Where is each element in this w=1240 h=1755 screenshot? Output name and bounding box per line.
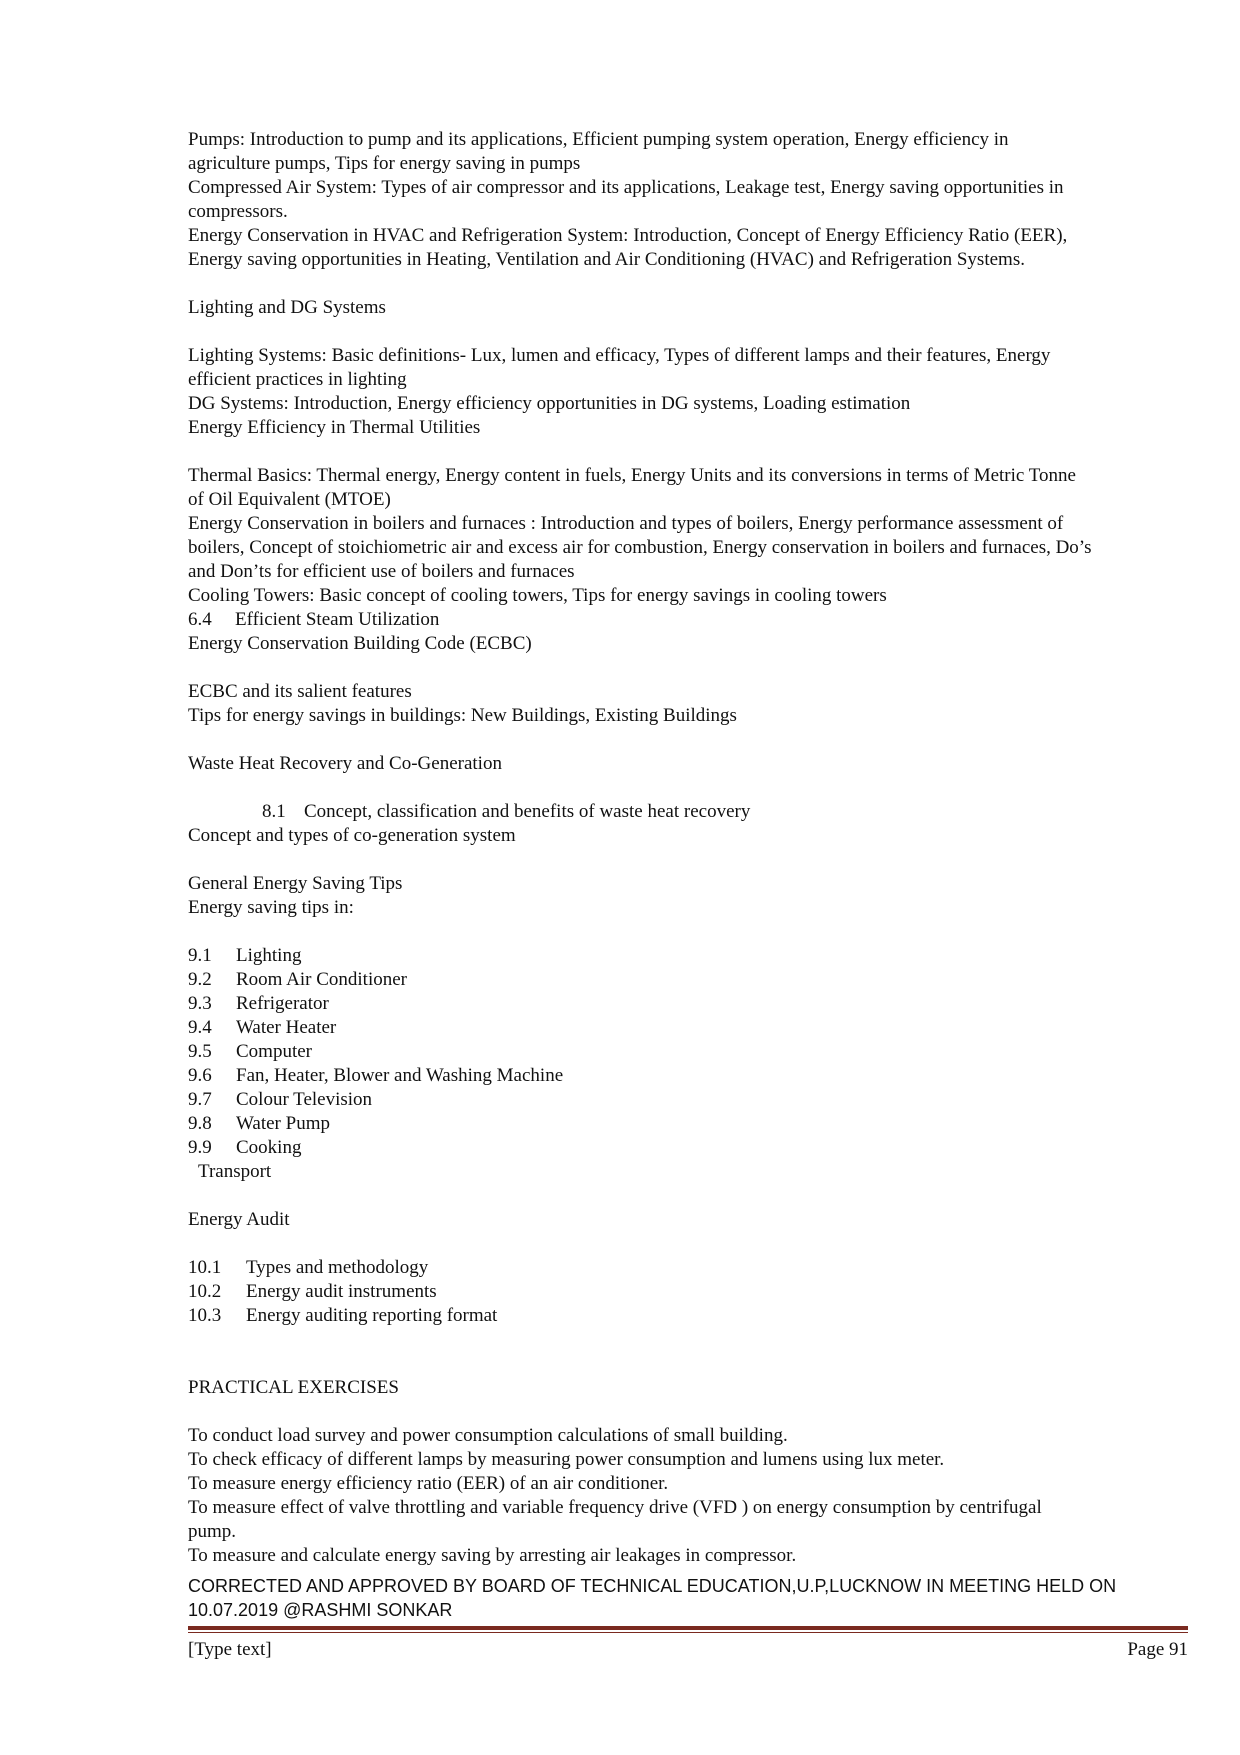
practical-line-5: To measure and calculate energy saving by arresting air leakages in compressor. (188, 1545, 797, 1566)
list-item-text: Water Heater (236, 1017, 337, 1038)
whr-text: Concept, classification and benefits of waste heat recovery (304, 801, 751, 822)
lighting-line-2: efficient practices in lighting (188, 369, 407, 390)
list-item-number: 9.7 (188, 1089, 212, 1110)
ecbc-line-1: ECBC and its salient features (188, 681, 412, 702)
practical-line-4b: pump. (188, 1521, 237, 1542)
list-item-number: 9.8 (188, 1113, 212, 1134)
list-item-text: Colour Television (236, 1089, 373, 1110)
practical-line-4a: To measure effect of valve throttling and variable frequency drive (VFD ) on energy consumption by centrifugal (188, 1497, 1042, 1518)
steam-number: 6.4 (188, 609, 212, 630)
compressed-air-line-1: Compressed Air System: Types of air compressor and its applications, Leakage test, Energy saving opportunities in (188, 177, 1064, 198)
boilers-line-1: Energy Conservation in boilers and furnaces : Introduction and types of boilers, Energy performance assessment of (188, 513, 1064, 534)
page-number: Page 91 (1127, 1639, 1188, 1660)
list-item-number: 10.3 (188, 1305, 222, 1326)
approval-line-2: 10.07.2019 @RASHMI SONKAR (188, 1600, 453, 1620)
list-item (188, 944, 1188, 968)
list-item (188, 1016, 1188, 1040)
steam-item (188, 608, 1188, 632)
thermal-line-1: Thermal Basics: Thermal energy, Energy content in fuels, Energy Units and its conversions in terms of Metric Tonne (188, 465, 1076, 486)
dg-line-1: DG Systems: Introduction, Energy efficiency opportunities in DG systems, Loading estimation (188, 393, 911, 414)
list-item (188, 1256, 1188, 1280)
steam-text: Efficient Steam Utilization (235, 609, 440, 630)
list-item-text: Cooking (236, 1137, 302, 1158)
ecbc-heading: Energy Conservation Building Code (ECBC) (188, 633, 532, 654)
list-item (188, 968, 1188, 992)
whr-heading: Waste Heat Recovery and Co-Generation (188, 753, 502, 774)
list-item-text: Fan, Heater, Blower and Washing Machine (236, 1065, 564, 1086)
boilers-line-3: and Don’ts for efficient use of boilers and furnaces (188, 561, 575, 582)
list-item-number: 9.4 (188, 1017, 212, 1038)
list-item (188, 992, 1188, 1016)
approval-line-1: CORRECTED AND APPROVED BY BOARD OF TECHNICAL EDUCATION,U.P,LUCKNOW IN MEETING HELD ON (188, 1576, 1117, 1596)
list-item (188, 1136, 1188, 1160)
list-item (188, 1304, 1188, 1328)
list-item (188, 1112, 1188, 1136)
list-item-number: 9.5 (188, 1041, 212, 1062)
lighting-line-1: Lighting Systems: Basic definitions- Lux, lumen and efficacy, Types of different lamps and their features, Energy (188, 345, 1051, 366)
boilers-line-2: boilers, Concept of stoichiometric air and excess air for combustion, Energy conservation in boilers and furnaces, Do’s (188, 537, 1092, 558)
list-item-number: 9.6 (188, 1065, 212, 1086)
list-item (188, 1064, 1188, 1088)
list-item-text: Refrigerator (236, 993, 329, 1014)
practical-line-3: To measure energy efficiency ratio (EER) of an air conditioner. (188, 1473, 669, 1494)
thermal-heading: Energy Efficiency in Thermal Utilities (188, 417, 481, 438)
list-item-number: 9.1 (188, 945, 212, 966)
pumps-line-1: Pumps: Introduction to pump and its applications, Efficient pumping system operation, Energy efficiency in (188, 129, 1009, 150)
audit-heading: Energy Audit (188, 1209, 290, 1230)
footer-rule-thin (188, 1632, 1188, 1633)
list-item (188, 1040, 1188, 1064)
hvac-line-1: Energy Conservation in HVAC and Refrigeration System: Introduction, Concept of Energy Efficiency Ratio (EER), (188, 225, 1068, 246)
list-item-text: Water Pump (236, 1113, 330, 1134)
list-item-text: Energy auditing reporting format (246, 1305, 498, 1326)
page-body (188, 128, 1188, 1568)
compressed-air-line-2: compressors. (188, 201, 288, 222)
approval-note (188, 1574, 1188, 1622)
pumps-line-2: agriculture pumps, Tips for energy saving in pumps (188, 153, 581, 174)
list-item-number: 9.2 (188, 969, 212, 990)
tips-heading: General Energy Saving Tips (188, 873, 403, 894)
thermal-line-2: of Oil Equivalent (MTOE) (188, 489, 391, 510)
tips-list (188, 944, 1188, 1160)
footer-rule-thick (188, 1626, 1188, 1630)
ecbc-line-2: Tips for energy savings in buildings: New Buildings, Existing Buildings (188, 705, 737, 726)
whr-item (188, 800, 1188, 824)
hvac-line-2: Energy saving opportunities in Heating, Ventilation and Air Conditioning (HVAC) and Refrigeration Systems. (188, 249, 1025, 270)
list-item-number: 10.2 (188, 1281, 222, 1302)
list-item-number: 9.3 (188, 993, 212, 1014)
list-item-text: Types and methodology (246, 1257, 429, 1278)
list-item-text: Computer (236, 1041, 312, 1062)
tips-intro: Energy saving tips in: (188, 897, 354, 918)
practical-line-1: To conduct load survey and power consumption calculations of small building. (188, 1425, 788, 1446)
whr-number: 8.1 (262, 801, 286, 822)
list-item-text: Lighting (236, 945, 302, 966)
lighting-dg-heading: Lighting and DG Systems (188, 297, 386, 318)
footer-left-text: [Type text] (188, 1639, 272, 1660)
cogen-line-1: Concept and types of co-generation system (188, 825, 516, 846)
practical-heading: PRACTICAL EXERCISES (188, 1377, 399, 1398)
transport-item: Transport (198, 1161, 272, 1182)
list-item (188, 1088, 1188, 1112)
list-item-number: 9.9 (188, 1137, 212, 1158)
list-item-text: Room Air Conditioner (236, 969, 407, 990)
practical-line-2: To check efficacy of different lamps by measuring power consumption and lumens using lux meter. (188, 1449, 945, 1470)
list-item-number: 10.1 (188, 1257, 222, 1278)
cooling-line-1: Cooling Towers: Basic concept of cooling towers, Tips for energy savings in cooling towers (188, 585, 887, 606)
list-item-text: Energy audit instruments (246, 1281, 437, 1302)
audit-list (188, 1256, 1188, 1328)
list-item (188, 1280, 1188, 1304)
